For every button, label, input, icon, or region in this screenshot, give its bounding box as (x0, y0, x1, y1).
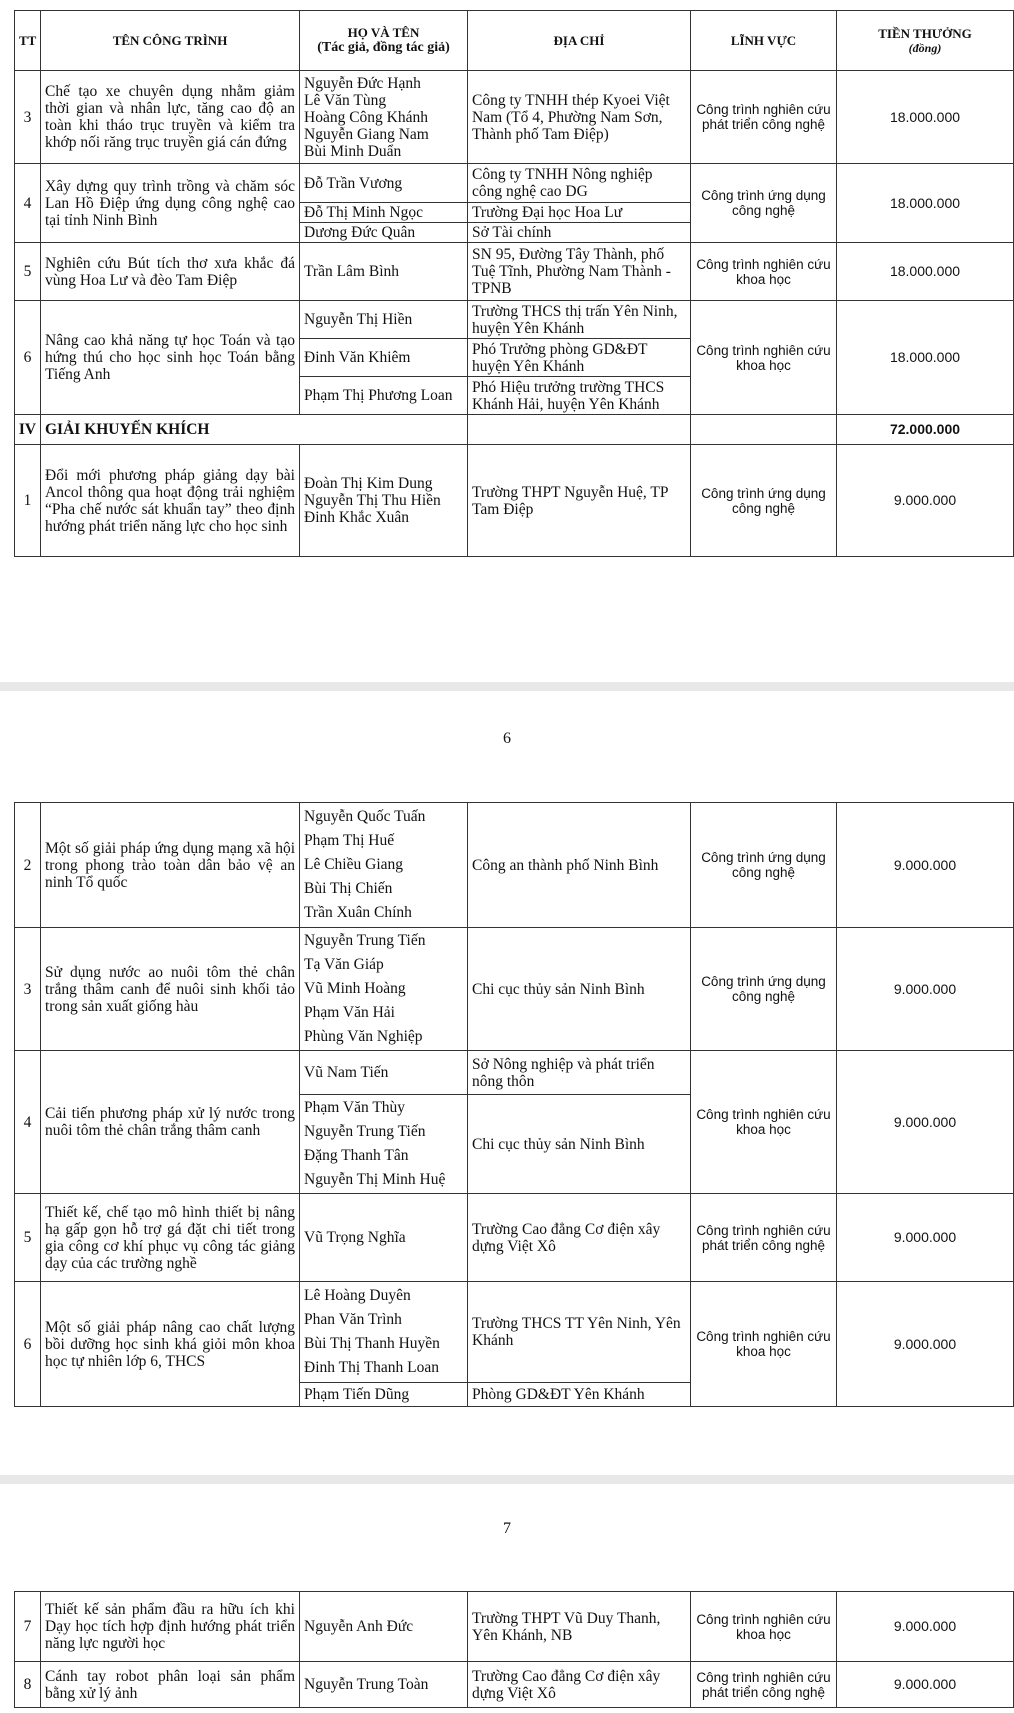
project-name: Chế tạo xe chuyên dụng nhằm giảm thời gian và nhân lực, tăng cao độ an toàn khi tháo trục truyền và kiểm tra khớp nối răng trục truyền giá cán đứng (41, 71, 300, 164)
author: Vũ Trọng Nghĩa (300, 1194, 468, 1282)
header-authors: HỌ VÀ TÊN (Tác giả, đồng tác giả) (300, 11, 468, 71)
project-name: Nâng cao khả năng tự học Toán và tạo hứng thú cho học sinh học Toán bằng Tiếng Anh (41, 301, 300, 415)
section-total: 72.000.000 (837, 415, 1014, 445)
author: Vũ Nam Tiến (300, 1051, 468, 1095)
table-row: 7 Thiết kế sản phẩm đầu ra hữu ích khi Dạy học tích hợp định hướng phát triển năng lực người học Nguyễn Anh Đức Trường THPT Vũ Duy Thanh, Yên Khánh, NB Công trình nghiên cứu khoa học 9.000.000 (15, 1592, 1014, 1662)
awards-table-page-5 (14, 10, 1014, 557)
prize: 9.000.000 (837, 1282, 1014, 1407)
author: Nguyễn Trung Toàn (300, 1662, 468, 1708)
address: Trường THCS TT Yên Ninh, Yên Khánh (468, 1282, 691, 1383)
prize: 18.000.000 (837, 243, 1014, 301)
address: Phó Hiệu trưởng trường THCS Khánh Hải, huyện Yên Khánh (468, 377, 691, 415)
field: Công trình nghiên cứu khoa học (691, 1282, 837, 1407)
address: Trường THPT Vũ Duy Thanh, Yên Khánh, NB (468, 1592, 691, 1662)
table-row: 4 Xây dựng quy trình trồng và chăm sóc Lan Hồ Điệp ứng dụng công nghệ cao tại tỉnh Ninh Bình Đỗ Trần Vương Công ty TNHH Nông nghiệp công nghệ cao DG Công trình ứng dụng công nghệ 18.000.000 (15, 164, 1014, 203)
project-name: Một số giải pháp ứng dụng mạng xã hội trong phong trào toàn dân bảo vệ an ninh Tổ quốc (41, 803, 300, 928)
table-row: 3 Chế tạo xe chuyên dụng nhằm giảm thời gian và nhân lực, tăng cao độ an toàn khi tháo trục truyền và kiểm tra khớp nối răng trục truyền giá cán đứng Nguyễn Đức Hạnh Lê Văn Tùng Hoàng Công Khánh Nguyễn Giang Nam Bùi Minh Duẩn Công ty TNHH thép Kyoei Việt Nam (Tổ 4, Phường Nam Sơn, Thành phố Tam Điệp) Công trình nghiên cứu phát triển công nghệ 18.000.000 (15, 71, 1014, 164)
field: Công trình ứng dụng công nghệ (691, 445, 837, 557)
field: Công trình nghiên cứu phát triển công nghệ (691, 1194, 837, 1282)
header-prize: TIỀN THƯỞNG (đồng) (837, 11, 1014, 71)
table-row: 3 Sử dụng nước ao nuôi tôm thẻ chân trắng thâm canh để nuôi sinh khối tảo trong sản xuất giống hàu Nguyễn Trung Tiến Tạ Văn Giáp Vũ Minh Hoàng Phạm Văn Hải Phùng Văn Nghiệp Chi cục thủy sản Ninh Bình Công trình ứng dụng công nghệ 9.000.000 (15, 928, 1014, 1051)
field: Công trình ứng dụng công nghệ (691, 164, 837, 243)
project-name: Thiết kế sản phẩm đầu ra hữu ích khi Dạy học tích hợp định hướng phát triển năng lực người học (41, 1592, 300, 1662)
project-name: Một số giải pháp nâng cao chất lượng bồi dưỡng học sinh khá giỏi môn khoa học tự nhiên lớp 6, THCS (41, 1282, 300, 1407)
project-name: Đổi mới phương pháp giảng dạy bài Ancol thông qua hoạt động trải nghiệm “Pha chế nước sát khuẩn tay” theo định hướng phát triển năng lực cho học sinh (41, 445, 300, 557)
author: Phạm Tiến Dũng (300, 1383, 468, 1407)
address: Sở Nông nghiệp và phát triển nông thôn (468, 1051, 691, 1095)
table-row: 6 Nâng cao khả năng tự học Toán và tạo hứng thú cho học sinh học Toán bằng Tiếng Anh Nguyễn Thị Hiền Trường THCS thị trấn Yên Ninh, huyện Yên Khánh Công trình nghiên cứu khoa học 18.000.000 (15, 301, 1014, 339)
address: Phó Trưởng phòng GD&ĐT huyện Yên Khánh (468, 339, 691, 377)
awards-table-page-7 (14, 1591, 1014, 1708)
authors: Đoàn Thị Kim Dung Nguyễn Thị Thu Hiền Đinh Khắc Xuân (300, 445, 468, 557)
prize: 18.000.000 (837, 164, 1014, 243)
table-header (15, 11, 1014, 71)
prize: 9.000.000 (837, 803, 1014, 928)
project-name: Nghiên cứu Bút tích thơ xưa khắc đá vùng Hoa Lư và đèo Tam Điệp (41, 243, 300, 301)
author: Đinh Văn Khiêm (300, 339, 468, 377)
authors: Nguyễn Trung Tiến Tạ Văn Giáp Vũ Minh Hoàng Phạm Văn Hải Phùng Văn Nghiệp (300, 928, 468, 1051)
awards-table-page-6 (14, 802, 1014, 1407)
address: Chi cục thủy sản Ninh Bình (468, 1095, 691, 1194)
prize: 9.000.000 (837, 1592, 1014, 1662)
author: Đỗ Thị Minh Ngọc (300, 203, 468, 223)
project-name: Thiết kế, chế tạo mô hình thiết bị nâng hạ gấp gọn hỗ trợ gá đặt chi tiết trong gia công cơ khí phục vụ công tác giảng dạy của các trường nghề (41, 1194, 300, 1282)
authors: Phạm Văn Thùy Nguyễn Trung Tiến Đặng Thanh Tân Nguyễn Thị Minh Huệ (300, 1095, 468, 1194)
author: Phạm Thị Phương Loan (300, 377, 468, 415)
header-project-name: TÊN CÔNG TRÌNH (41, 11, 300, 71)
table-row: 2 Một số giải pháp ứng dụng mạng xã hội trong phong trào toàn dân bảo vệ an ninh Tổ quốc Nguyễn Quốc Tuấn Phạm Thị Huế Lê Chiều Giang Bùi Thị Chiến Trần Xuân Chính Công an thành phố Ninh Bình Công trình ứng dụng công nghệ 9.000.000 (15, 803, 1014, 928)
prize: 9.000.000 (837, 445, 1014, 557)
table-row: 5 Thiết kế, chế tạo mô hình thiết bị nâng hạ gấp gọn hỗ trợ gá đặt chi tiết trong gia công cơ khí phục vụ công tác giảng dạy của các trường nghề Vũ Trọng Nghĩa Trường Cao đẳng Cơ điện xây dựng Việt Xô Công trình nghiên cứu phát triển công nghệ 9.000.000 (15, 1194, 1014, 1282)
section-title: GIẢI KHUYẾN KHÍCH (41, 415, 468, 445)
table-row: 5 Nghiên cứu Bút tích thơ xưa khắc đá vùng Hoa Lư và đèo Tam Điệp Trần Lâm Bình SN 95, Đường Tây Thành, phố Tuệ Tĩnh, Phường Nam Thành - TPNB Công trình nghiên cứu khoa học 18.000.000 (15, 243, 1014, 301)
authors: Lê Hoàng Duyên Phan Văn Trình Bùi Thị Thanh Huyền Đinh Thị Thanh Loan (300, 1282, 468, 1383)
address: Công ty TNHH Nông nghiệp công nghệ cao DG (468, 164, 691, 203)
address: Trường Cao đẳng Cơ điện xây dựng Việt Xô (468, 1662, 691, 1708)
field: Công trình nghiên cứu phát triển công nghệ (691, 71, 837, 164)
address: Trường THCS thị trấn Yên Ninh, huyện Yên Khánh (468, 301, 691, 339)
address: Công an thành phố Ninh Bình (468, 803, 691, 928)
page-number: 7 (503, 1520, 511, 1537)
project-name: Cánh tay robot phân loại sản phẩm bằng xử lý ảnh (41, 1662, 300, 1708)
address: Chi cục thủy sản Ninh Bình (468, 928, 691, 1051)
prize: 9.000.000 (837, 1662, 1014, 1708)
address: SN 95, Đường Tây Thành, phố Tuệ Tĩnh, Phường Nam Thành - TPNB (468, 243, 691, 301)
page-gap (0, 1475, 1014, 1484)
table-row: 1 Đổi mới phương pháp giảng dạy bài Ancol thông qua hoạt động trải nghiệm “Pha chế nước sát khuẩn tay” theo định hướng phát triển năng lực cho học sinh Đoàn Thị Kim Dung Nguyễn Thị Thu Hiền Đinh Khắc Xuân Trường THPT Nguyễn Huệ, TP Tam Điệp Công trình ứng dụng công nghệ 9.000.000 (15, 445, 1014, 557)
header-tt: TT (15, 11, 41, 71)
table-row: 4 Cải tiến phương pháp xử lý nước trong nuôi tôm thẻ chân trắng thâm canh Vũ Nam Tiến Sở Nông nghiệp và phát triển nông thôn Công trình nghiên cứu khoa học 9.000.000 (15, 1051, 1014, 1095)
author: Trần Lâm Bình (300, 243, 468, 301)
page-gap (0, 682, 1014, 691)
address: Sở Tài chính (468, 223, 691, 243)
address: Phòng GD&ĐT Yên Khánh (468, 1383, 691, 1407)
header-field: LĨNH VỰC (691, 11, 837, 71)
address: Trường THPT Nguyễn Huệ, TP Tam Điệp (468, 445, 691, 557)
prize: 9.000.000 (837, 928, 1014, 1051)
table-row: 8 Cánh tay robot phân loại sản phẩm bằng xử lý ảnh Nguyễn Trung Toàn Trường Cao đẳng Cơ điện xây dựng Việt Xô Công trình nghiên cứu phát triển công nghệ 9.000.000 (15, 1662, 1014, 1708)
authors: Nguyễn Đức Hạnh Lê Văn Tùng Hoàng Công Khánh Nguyễn Giang Nam Bùi Minh Duẩn (300, 71, 468, 164)
address: Trường Đại học Hoa Lư (468, 203, 691, 223)
header-address: ĐỊA CHỈ (468, 11, 691, 71)
address: Công ty TNHH thép Kyoei Việt Nam (Tổ 4, Phường Nam Sơn, Thành phố Tam Điệp) (468, 71, 691, 164)
prize: 18.000.000 (837, 71, 1014, 164)
field: Công trình nghiên cứu phát triển công nghệ (691, 1662, 837, 1708)
field: Công trình nghiên cứu khoa học (691, 1051, 837, 1194)
author: Đỗ Trần Vương (300, 164, 468, 203)
page-number: 6 (503, 730, 511, 747)
project-name: Sử dụng nước ao nuôi tôm thẻ chân trắng thâm canh để nuôi sinh khối tảo trong sản xuất giống hàu (41, 928, 300, 1051)
field: Công trình ứng dụng công nghệ (691, 803, 837, 928)
project-name: Xây dựng quy trình trồng và chăm sóc Lan Hồ Điệp ứng dụng công nghệ cao tại tỉnh Ninh Bình (41, 164, 300, 243)
authors: Nguyễn Quốc Tuấn Phạm Thị Huế Lê Chiều Giang Bùi Thị Chiến Trần Xuân Chính (300, 803, 468, 928)
section-row: IV GIẢI KHUYẾN KHÍCH 72.000.000 (15, 415, 1014, 445)
prize: 18.000.000 (837, 301, 1014, 415)
prize: 9.000.000 (837, 1051, 1014, 1194)
address: Trường Cao đẳng Cơ điện xây dựng Việt Xô (468, 1194, 691, 1282)
author: Dương Đức Quân (300, 223, 468, 243)
prize: 9.000.000 (837, 1194, 1014, 1282)
author: Nguyễn Anh Đức (300, 1592, 468, 1662)
field: Công trình ứng dụng công nghệ (691, 928, 837, 1051)
field: Công trình nghiên cứu khoa học (691, 1592, 837, 1662)
author: Nguyễn Thị Hiền (300, 301, 468, 339)
field: Công trình nghiên cứu khoa học (691, 243, 837, 301)
field: Công trình nghiên cứu khoa học (691, 301, 837, 415)
table-row: 6 Một số giải pháp nâng cao chất lượng bồi dưỡng học sinh khá giỏi môn khoa học tự nhiên lớp 6, THCS Lê Hoàng Duyên Phan Văn Trình Bùi Thị Thanh Huyền Đinh Thị Thanh Loan Trường THCS TT Yên Ninh, Yên Khánh Công trình nghiên cứu khoa học 9.000.000 (15, 1282, 1014, 1383)
project-name: Cải tiến phương pháp xử lý nước trong nuôi tôm thẻ chân trắng thâm canh (41, 1051, 300, 1194)
